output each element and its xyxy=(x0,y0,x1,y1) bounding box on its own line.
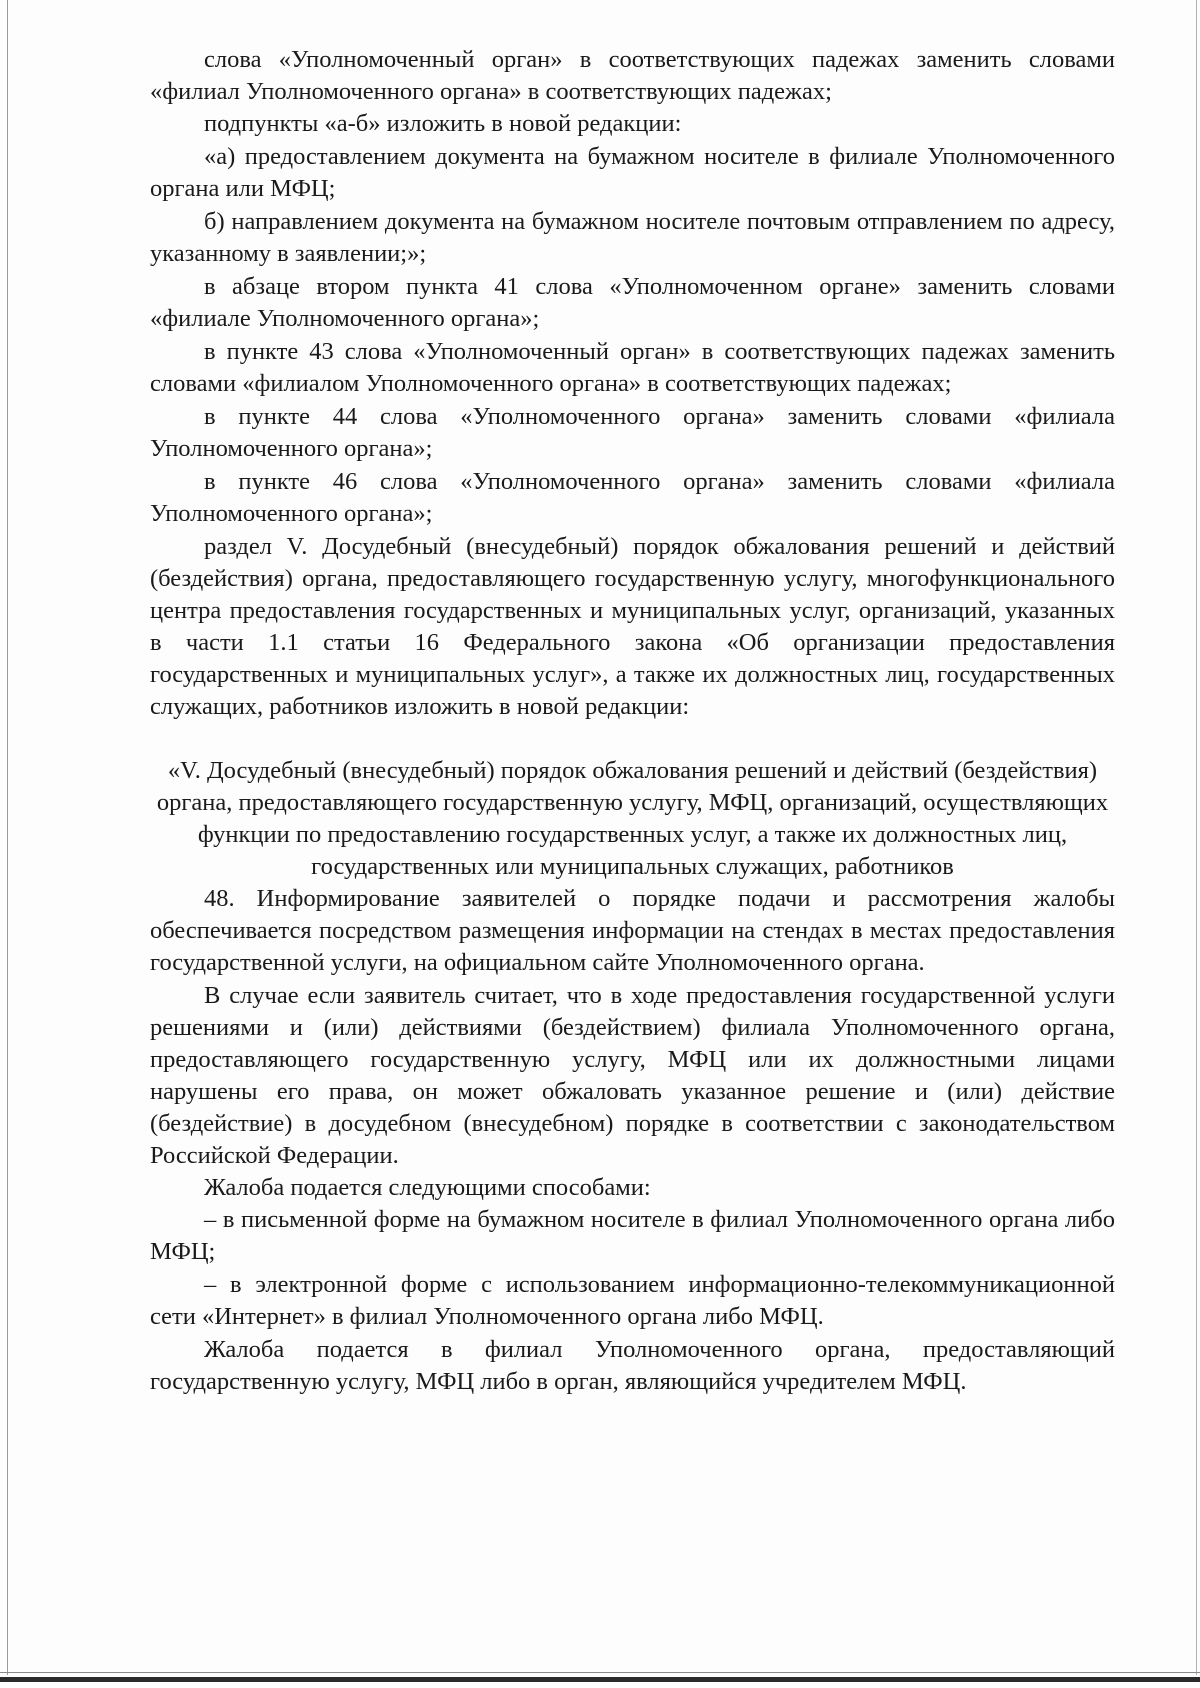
paragraph: «а) предоставлением документа на бумажном носителе в филиале Уполномоченного органа или МФЦ; xyxy=(150,143,1115,202)
paragraph: подпункты «а-б» изложить в новой редакции: xyxy=(204,110,682,137)
section-heading: «V. Досудебный (внесудебный) порядок обжалования решений и действий (бездействия) органа, предоставляющего государственную услугу, МФЦ, организаций, осуществляющих функции по предоставлению государственных услуг, а также их должностных лиц, государственных или муниципальных служащих, работников xyxy=(156,757,1109,880)
section-paragraph: – в письменной форме на бумажном носителе в филиал Уполномоченного органа либо МФЦ; xyxy=(150,1206,1115,1265)
section-paragraph: – в электронной форме с использованием информационно-телекоммуникационной сети «Интернет» в филиал Уполномоченного органа либо МФЦ. xyxy=(150,1271,1115,1330)
paragraph: в пункте 43 слова «Уполномоченный орган» в соответствующих падежах заменить словами «филиалом Уполномоченного органа» в соответствующих падежах; xyxy=(150,338,1115,397)
section-paragraph: 48. Информирование заявителей о порядке подачи и рассмотрения жалобы обеспечивается посредством размещения информации на стендах в местах предоставления государственной услуги, на официальном сайте Уполномоченного органа. xyxy=(150,885,1115,976)
page-edge-bottom-line xyxy=(0,1672,1200,1673)
paragraph: в пункте 44 слова «Уполномоченного органа» заменить словами «филиала Уполномоченного органа»; xyxy=(150,403,1115,462)
paragraph: б) направлением документа на бумажном носителе почтовым отправлением по адресу, указанному в заявлении;»; xyxy=(150,208,1115,267)
paragraph: слова «Уполномоченный орган» в соответствующих падежах заменить словами «филиал Уполномоченного органа» в соответствующих падежах; xyxy=(150,46,1115,105)
page-edge-right xyxy=(1196,0,1197,1675)
section-paragraph: Жалоба подается в филиал Уполномоченного органа, предоставляющий государственную услугу, МФЦ либо в орган, являющийся учредителем МФЦ. xyxy=(150,1336,1115,1395)
paragraph: раздел V. Досудебный (внесудебный) порядок обжалования решений и действий (бездействия) органа, предоставляющего государственную услугу, многофункционального центра предоставления государственных и муниципальных услуг, организаций, указанных в части 1.1 статьи 16 Федерального закона «Об организации предоставления государственных и муниципальных услуг», а также их должностных лиц, государственных служащих, работников изложить в новой редакции: xyxy=(150,533,1115,720)
section-paragraph: Жалоба подается следующими способами: xyxy=(204,1174,651,1201)
paragraph: в абзаце втором пункта 41 слова «Уполномоченном органе» заменить словами «филиале Уполномоченного органа»; xyxy=(150,273,1115,332)
section-paragraph: В случае если заявитель считает, что в ходе предоставления государственной услуги решениями и (или) действиями (бездействием) филиала Уполномоченного органа, предоставляющего государственную услугу, МФЦ или их должностными лицами нарушены его права, он может обжаловать указанное решение и (или) действие (бездействие) в досудебном (внесудебном) порядке в соответствии с законодательством Российской Федерации. xyxy=(150,982,1115,1169)
page-edge-left xyxy=(7,0,8,1675)
document-body xyxy=(150,44,1115,1398)
page-edge-bottom xyxy=(0,1677,1200,1682)
paragraph: в пункте 46 слова «Уполномоченного органа» заменить словами «филиала Уполномоченного органа»; xyxy=(150,468,1115,527)
